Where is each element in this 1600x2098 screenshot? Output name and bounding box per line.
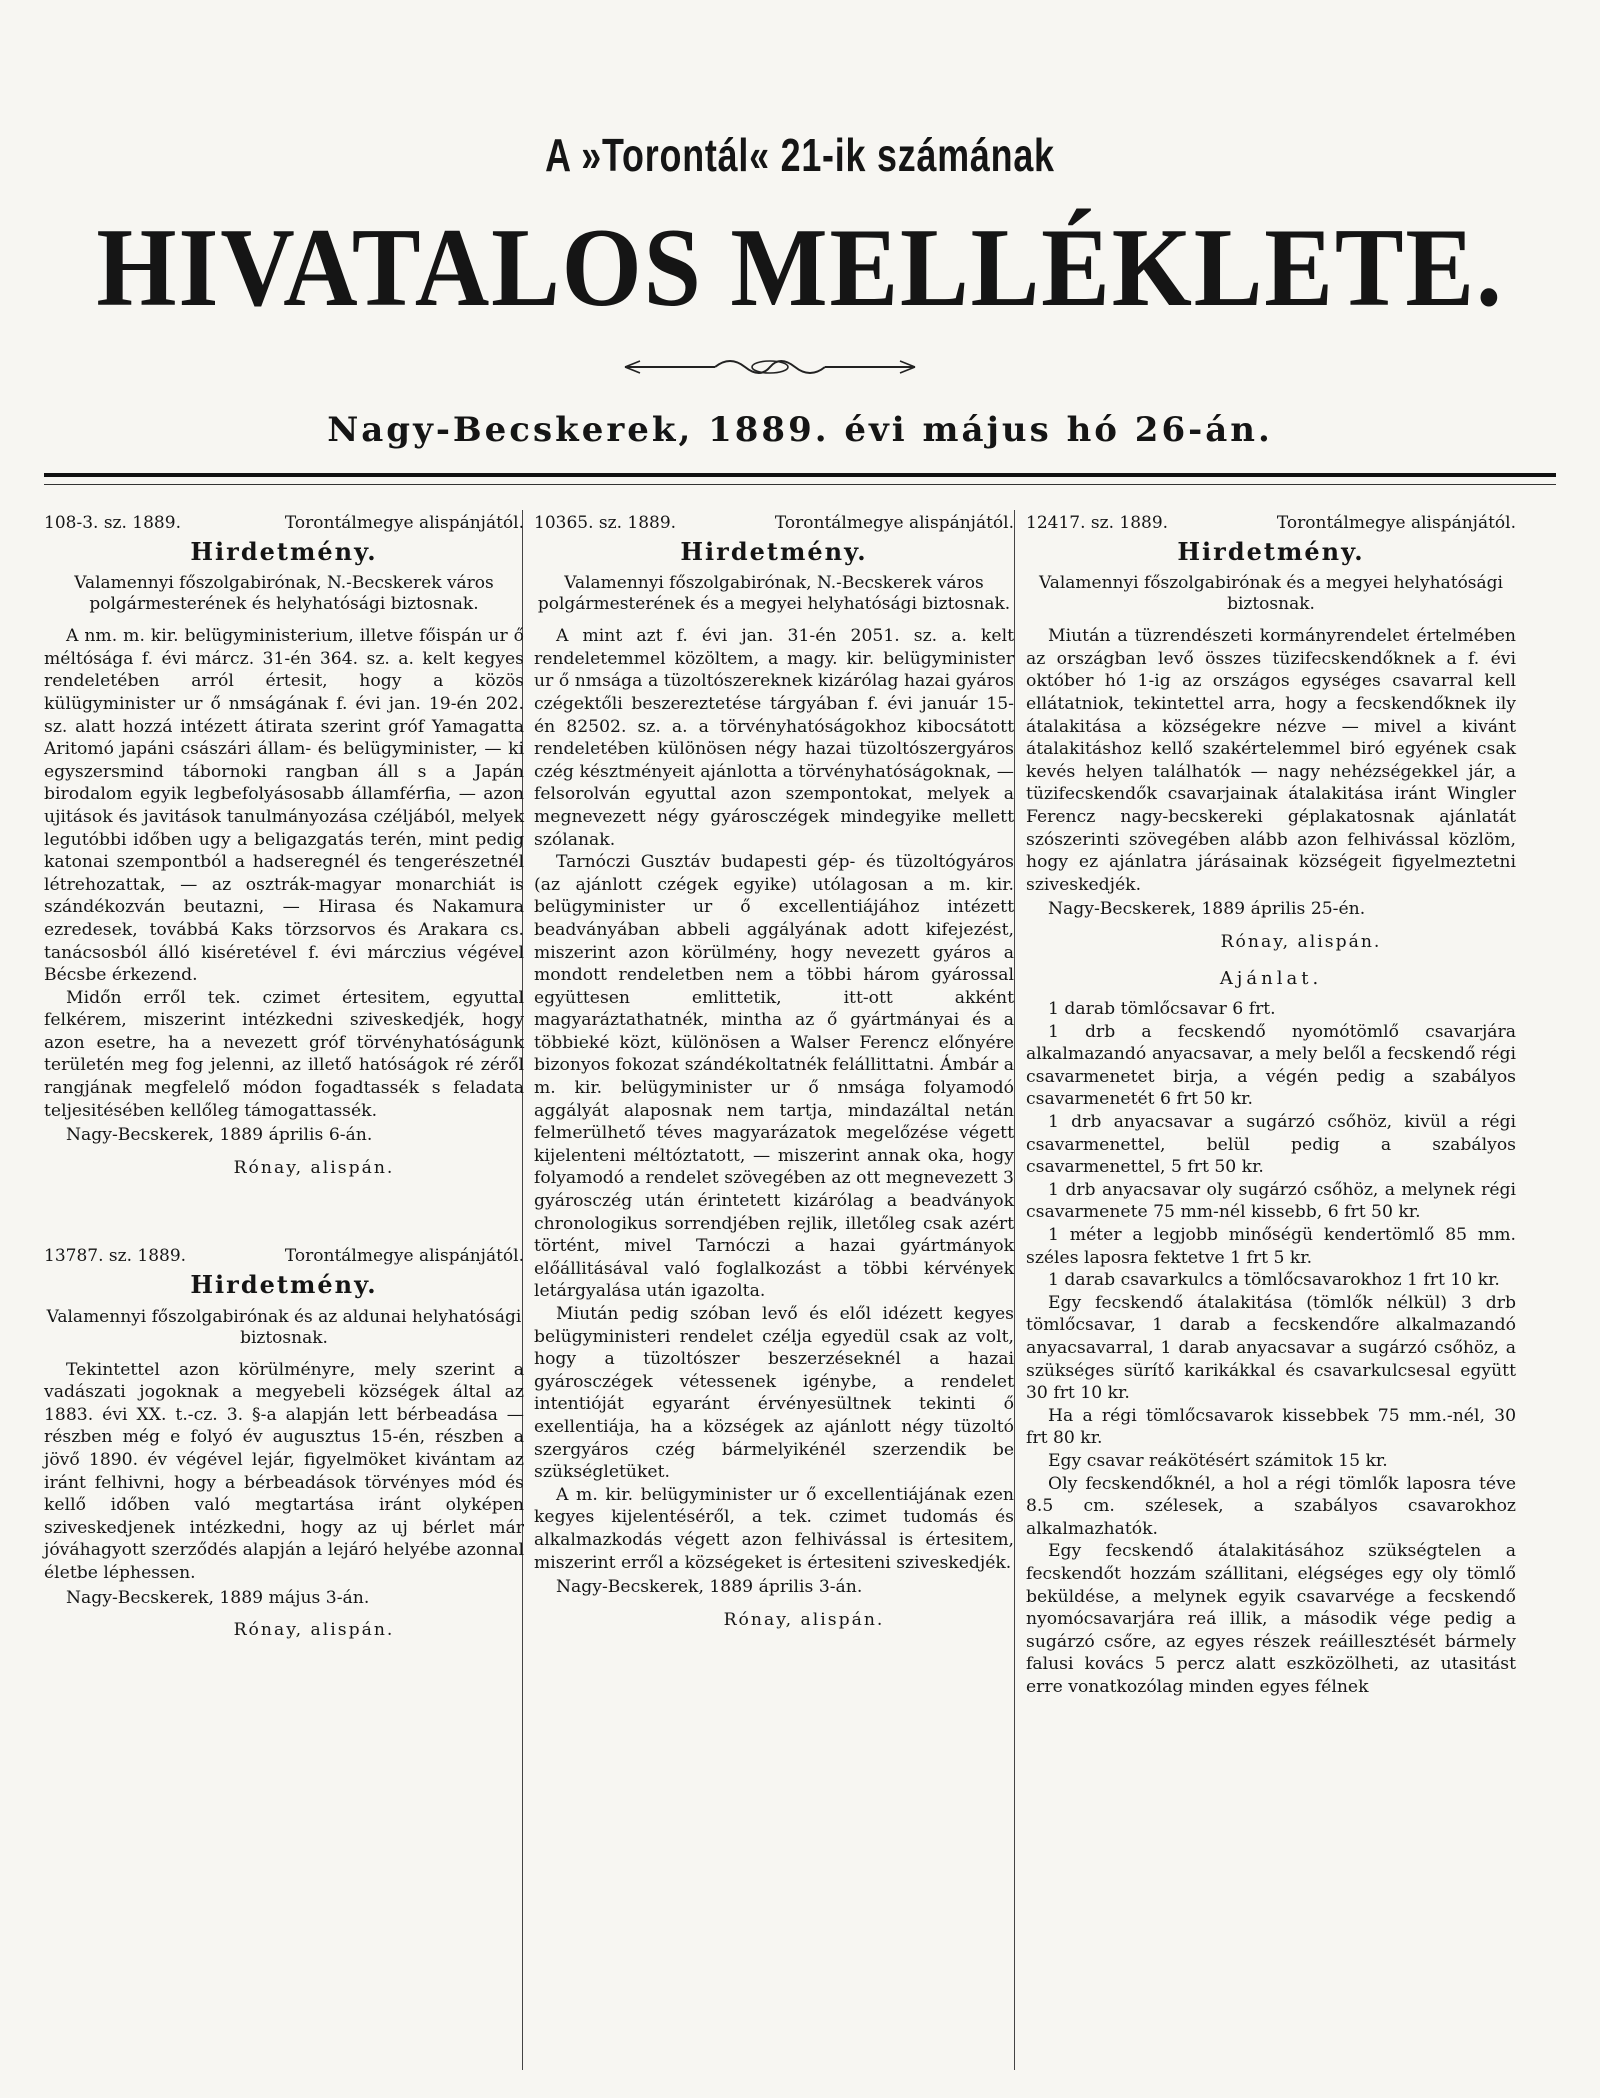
notice-heading: Hirdetmény. [190, 1270, 378, 1300]
notice-source: Torontálmegye alispánjától. [1276, 513, 1516, 533]
notice-signature: Rónay, alispán. [723, 1609, 885, 1630]
masthead-rule [44, 473, 1556, 477]
offer-item: Ha a régi tömlőcsavarok kissebbek 75 mm.-nél, 30 frt 80 kr. [1026, 1405, 1516, 1449]
notice-address: Valamennyi főszolgabirónak, N.-Becskerek város polgármesterének és a megyei helyhatósági biztosnak. [537, 573, 1011, 615]
notice-signature: Rónay, alispán. [233, 1157, 395, 1178]
column-3 [1026, 512, 1516, 1699]
notice-refline [44, 1245, 524, 1268]
offer-item: 1 drb a fecskendő nyomótömlő csavarjára alkalmazandó anyacsavar, a mely belől a fecskendő régi csavarmenetet birja, a végén pedig a szabályos csavarmenetét 6 frt 50 kr. [1026, 1021, 1516, 1110]
notice-place-date: Nagy-Becskerek, 1889 május 3-án. [66, 1587, 370, 1608]
column-divider [1014, 510, 1015, 2070]
notice-body [44, 625, 524, 1122]
offer-item: 1 darab csavarkulcs a tömlőcsavarokhoz 1 frt 10 kr. [1048, 1270, 1500, 1291]
notice-place-date: Nagy-Becskerek, 1889 április 6-án. [66, 1125, 373, 1146]
notice-address: Valamennyi főszolgabirónak és a megyei helyhatósági biztosnak. [1039, 573, 1503, 615]
notice-paragraph: A mint azt f. évi jan. 31-én 2051. sz. a. kelt rendeletemmel közöltem, a magy. kir. belügyminister ur ő nmsága a tüzoltószereknek kizárólag hazai gyáros czégektőli beszereztetése tárgyában f. évi január 15-én 82502. sz. a. a törvényhatóságokhoz kibocsátott rendeletében különösen négy hazai tüzoltószergyáros czég késztményeit ajánlotta a törvényhatóságoknak, — felsorolván egyuttal azon szempontokat, melyek a megnevezett négy gyárosczégek mindegyike mellett szólanak. [534, 626, 1014, 850]
notice-ref: 12417. sz. 1889. [1026, 513, 1169, 533]
notice-signature: Rónay, alispán. [1220, 931, 1382, 952]
notice-paragraph: A nm. m. kir. belügyministerium, illetve főispán ur ő méltósága f. évi márcz. 31-én 364. sz. a. kelt kegyes rendeletében arról értesit, hogy a közös külügyminister ur ő nmságának f. évi jan. 19-én 202. sz. alatt hozzá intézett átirata szerint gróf Yamagatta Aritomó japáni császári állam- és belügyminister, — ki egyszersmind tábornoki rangban áll s a Japán birodalom egyik legbefolyásosabb államférfia, — azon ujitások és javitások tanulmányozása czéljából, melyek legutóbbi időben ugy a beligazgatás terén, mint pedig katonai szempontból a hadseregnél és tengerészetnél létrehozattak, — az osztrák-magyar monarchiát is szándékozván beutazni, — Hirasa és Nakamura ezredesek, továbbá Kaks törzsorvos és Arakara cs. tanácsosból álló kiséretével f. évi márczius végével Bécsbe érkezend. [44, 626, 524, 986]
notice-paragraph: Miután pedig szóban levő és elől idézett kegyes belügyministeri rendelet czélja egyedül csak az volt, hogy a tüzoltószer beszerzéseknél a hazai gyárosczégek vétessenek igénybe, a rendelet intentióját egyaránt érvényesültnek tekinti ő exellentiája, ha a községek az ajánlott négy tüzoltó szergyáros czég bármelyikénél szerzendik be szükségletüket. [534, 1304, 1014, 1483]
notice-body [44, 1359, 524, 1585]
notice-signature: Rónay, alispán. [233, 1620, 395, 1641]
offer-body [1026, 998, 1516, 1698]
notice-source: Torontálmegye alispánjától. [774, 513, 1014, 533]
masthead-title: HIVATALOS MELLÉKLETE. [96, 206, 1504, 330]
notice-paragraph: Tarnóczi Gusztáv budapesti gép- és tüzoltógyáros (az ajánlott czégek egyike) utólagosan a m. kir. belügyminister ur ő excellentiájához intézett beadványában abbeli aggályának adott kifejezést, miszerint azon körülmény, hogy nevezett gyáros a mondott rendeletben nem a többi három gyárossal együttesen emlittetik, itt-ott akként magyaráztathatnék, mintha az ő gyártmányai és a többieké közt, különösen a Walser Ferencz előnyére bizonyos fokozat szándékoltatnék felállittatni. Ámbár a m. kir. belügyminister ur ő nmsága folyamodó aggályát alaposnak nem tartja, mindazáltal netán felmerülhető téves magyarázatok megelőzése végett kijelenteni méltóztatott, — miszerint annak oka, hogy folyamodó a rendelet szövegében az ott megnevezett 3 gyárosczég után érintetett kizárólag a beadványok chronologikus sorrendjében rejlik, illetőleg csak azért történt, mivel Tarnóczi a hazai gyártmányok előállitásával való foglalkozást a többi kérvények letárgyalása után igazolta. [534, 852, 1014, 1302]
offer-title: Ajánlat. [1219, 967, 1323, 989]
notice-paragraph: Midőn erről tek. czimet értesitem, egyuttal felkérem, miszerint intézkedni sziveskedjék, hogy azon esetre, ha a nevezett gróf törvényhatóságunk területén meg fog jelenni, az illető hatóságok ré zéről rangjának megfelelő módon fogadtassék s feladata teljesitésében kellőleg támogattassék. [44, 987, 524, 1121]
notice-address: Valamennyi főszolgabirónak és az aldunai helyhatósági biztosnak. [46, 1306, 522, 1348]
masthead-kicker: A »Torontál« 21-ik számának [545, 129, 1055, 181]
notice-paragraph: A m. kir. belügyminister ur ő excellentiájának ezen kegyes kijelentéséről, a tek. czimet tudomás és alkalmazkodás végett azon felhivással is értesitem, miszerint erről a községeket is értesiteni sziveskedjék. [534, 1484, 1014, 1573]
ornament-flourish-icon [620, 352, 920, 382]
notice-refline [44, 512, 524, 535]
offer-item: Egy csavar reákötésért számitok 15 kr. [1048, 1450, 1388, 1471]
notice-ref: 108-3. sz. 1889. [44, 513, 181, 533]
notice-source: Torontálmegye alispánjától. [284, 513, 524, 533]
notice-paragraph: Tekintettel azon körülményre, mely szerint a vadászati jogoknak a megyebeli községek által az 1883. évi XX. t.-cz. 3. §-a alapján lett bérbeadása — részben még e folyó év augusztus 15-én, részben a jövő 1890. év végével lejár, figyelmöket kivántam az iránt felhivni, hogy a bérbeadások törvényes mód és kellő időben való megtartása iránt olyképen sziveskedjenek intézkedni, hogy az uj bérlet már jóváhagyott szerződés alapján a lejáró helyébe azonnal életbe léphessen. [44, 1359, 524, 1583]
masthead-rule-thin [44, 484, 1556, 485]
notice-heading: Hirdetmény. [1177, 536, 1365, 566]
offer-item: 1 drb anyacsavar oly sugárzó csőhöz, a melynek régi csavarmenete 75 mm-nél kissebb, 6 frt 50 kr. [1026, 1179, 1516, 1223]
masthead-dateline: Nagy-Becskerek, 1889. évi május hó 26-án. [327, 410, 1273, 450]
offer-item: 1 méter a legjobb minőségü kendertömlő 85 mm. széles laposra fektetve 1 frt 5 kr. [1026, 1225, 1516, 1268]
notice-ref: 10365. sz. 1889. [534, 513, 677, 533]
notice-body [534, 625, 1014, 1574]
offer-item: Egy fecskendő átalakitása (tömlők nélkül) 3 drb tömlőcsavar, 1 darab a fecskendőre alkalmazandó anyacsavarral, 1 darab anyacsavar a sugárzó csőhöz, a szükséges sürítő karikákkal és csavarkulcsesal együtt 30 frt 10 kr. [1026, 1292, 1516, 1404]
notice-heading: Hirdetmény. [190, 536, 378, 566]
notice-source: Torontálmegye alispánjától. [284, 1246, 524, 1267]
notice-place-date: Nagy-Becskerek, 1889 április 3-án. [556, 1577, 863, 1598]
offer-item: Oly fecskendőknél, a hol a régi tömlők laposra téve 8.5 cm. szélesek, a szabályos csavarokhoz alkalmazhatók. [1026, 1473, 1516, 1539]
offer-item: 1 darab tömlőcsavar 6 frt. [1048, 999, 1276, 1020]
offer-item: Egy fecskendő átalakitásához szükségtelen a fecskendőt hozzám szállitani, elégséges egy oly tömlő beküldése, a melynek egyik csavarvége a fecskendő nyomócsavarjára reá illik, a második vége pedig a sugárzó csőre, az egyes részek reáillesztését bármely falusi kovács 5 percz alatt eszközölheti, az utasitást erre vonatkozólag minden egyes félnek [1026, 1541, 1516, 1697]
notice-body [1026, 625, 1516, 896]
notice-paragraph: Miután a tüzrendészeti kormányrendelet értelmében az országban levő összes tüzifecskendőknek a f. évi október hó 1-ig az országos egységes csavarral kell ellátatniok, tekintettel arra, hogy a fecskendőknek ily átalakitása a községekre nézve — mivel a kivánt átalakitáshoz kellő szakértelemmel biró egyének csak kevés helyen találhatók — nagy nehézségekkel jár, a tüzifecskendők csavarjainak átalakitása iránt Wingler Ferencz nagy-becskereki géplakatosnak ajánlatát szószerinti szövegében alább azon felhivással közlöm, hogy ez ajánlatra járásainak községeit figyelmeztetni sziveskedjék. [1026, 626, 1516, 895]
notice-ref: 13787. sz. 1889. [44, 1246, 187, 1267]
column-2 [534, 512, 1014, 1645]
notice-refline [534, 512, 1014, 535]
column-1 [44, 512, 524, 1656]
notice-address: Valamennyi főszolgabirónak, N.-Becskerek város polgármesterének és helyhatósági biztosnak. [74, 573, 494, 615]
offer-item: 1 drb anyacsavar a sugárzó csőhöz, kivül a régi csavarmenettel, belül pedig a szabályos csavarmenettel, 5 frt 50 kr. [1026, 1112, 1516, 1178]
notice-refline [1026, 512, 1516, 535]
notice-place-date: Nagy-Becskerek, 1889 április 25-én. [1048, 899, 1366, 920]
notice-heading: Hirdetmény. [680, 536, 868, 566]
